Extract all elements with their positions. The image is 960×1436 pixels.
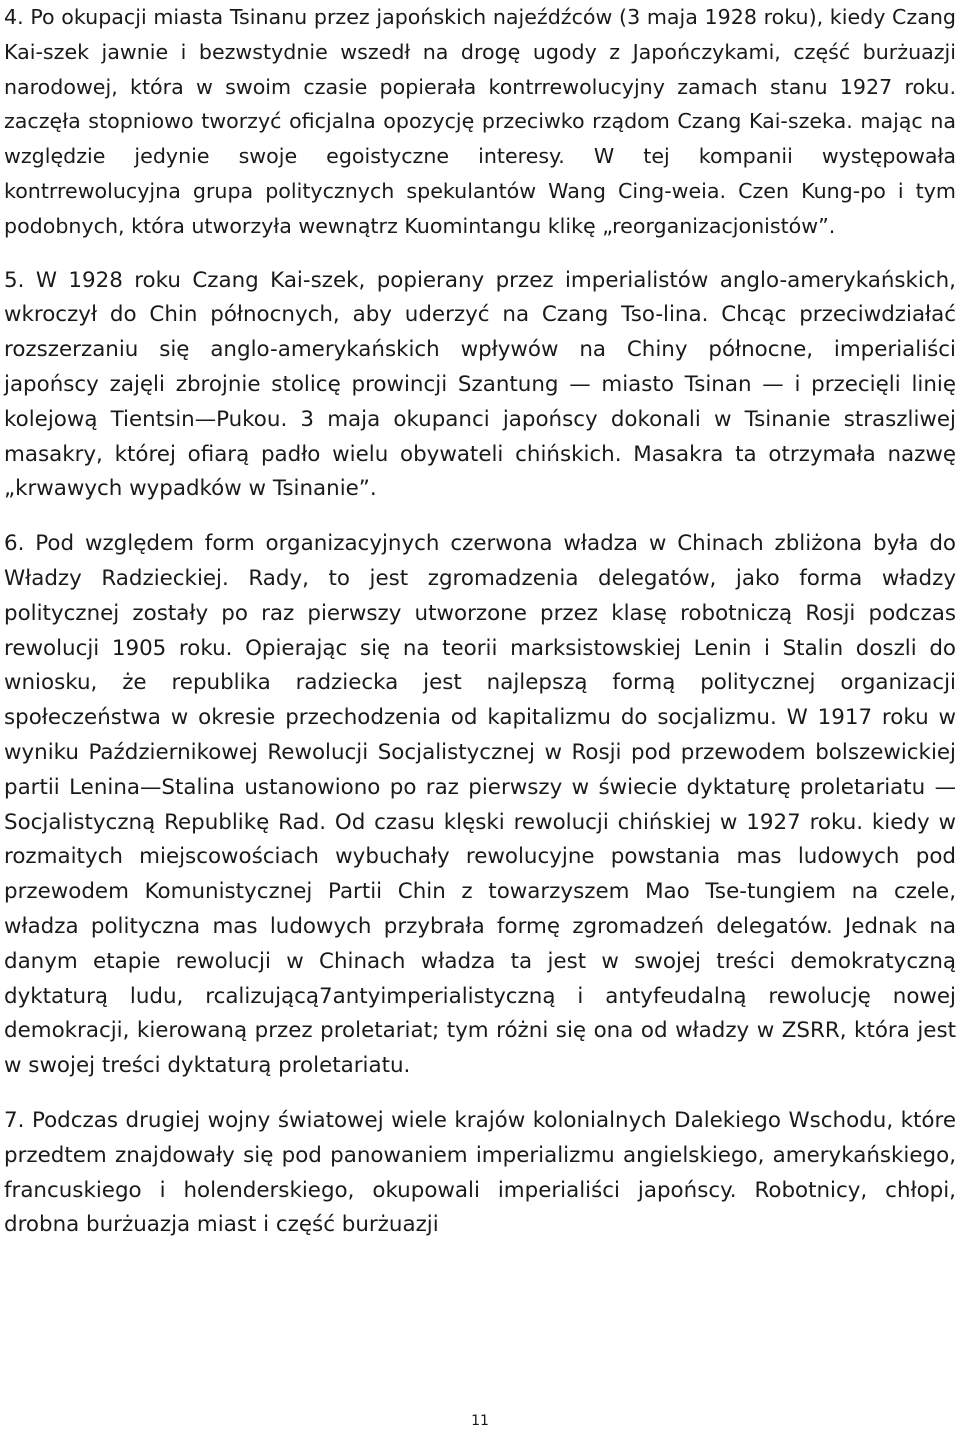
paragraph-7: 7. Podczas drugiej wojny światowej wiele krajów kolonialnych Dalekiego Wschodu, które przedtem znajdowały się pod panowaniem imperializmu angielskiego, amerykańskiego, francuskiego i holenderskiego, okupowali imperialiści japońscy. Robotnicy, chłopi, drobna burżuazja miast i część burżuazji [4, 1107, 956, 1238]
paragraph-6: 6. Pod względem form organizacyjnych czerwona władza w Chinach zbliżona była do Władzy Radzieckiej. Rady, to jest zgromadzenia delegatów, jako forma władzy politycznej zostały po raz pierwszy utworzone przez klasę robotniczą Rosji podczas rewolucji 1905 roku. Opierając się na teorii marksistowskiej Lenin i Stalin doszli do wniosku, że republika radziecka jest najlepszą formą politycznej organizacji społeczeństwa w okresie przechodzenia od kapitalizmu do socjalizmu. W 1917 roku w wyniku Październikowej Rewolucji Socjalistycznej w Rosji pod przewodem bolszewickiej partii Lenina—Stalina ustanowiono po raz pierwszy w świecie dyktaturę proletariatu — Socjalistyczną Republikę Rad. Od czasu klęski rewolucji chińskiej w 1927 roku. kiedy w rozmaitych miejscowościach wybuchały rewolucyjne powstania mas ludowych pod przewodem Komunistycznej Partii Chin z towarzyszem Mao Tse-tungiem na czele, władza polityczna mas ludowych przybrała formę zgromadzeń delegatów. Jednak na danym etapie rewolucji w Chinach władza ta jest w swojej treści demokratyczną dyktaturą ludu, rcalizującą7antyimperialistyczną i antyfeudalną rewolucję nowej demokracji, kierowaną przez proletariat; tym różni się ona od władzy w ZSRR, która jest w swojej treści dyktaturą proletariatu. [4, 531, 956, 1079]
paragraph-5: 5. W 1928 roku Czang Kai-szek, popierany przez imperialistów anglo-amerykańskich, wkroczył do Chin północnych, aby uderzyć na Czang Tso-lina. Chcąc przeciwdziałać rozszerzaniu się anglo-amerykańskich wpływów na Chiny północne, imperialiści japońscy zajęli zbrojnie stolicę prowincji Szantung — miasto Tsinan — i przecięli linię kolejową Tientsin—Pukou. 3 maja okupanci japońscy dokonali w Tsinanie straszliwej masakry, której ofiarą padło wielu obywateli chińskich. Masakra ta otrzymała nazwę „krwawych wypadków w Tsinanie”. [4, 267, 956, 502]
paragraph-4: 4. Po okupacji miasta Tsinanu przez japońskich najeźdźców (3 maja 1928 roku), kiedy Czang Kai-szek jawnie i bezwstydnie wszedł na drogę ugody z Japończykami, część burżuazji narodowej, która w swoim czasie popierała kontrrewolucyjny zamach stanu 1927 roku. zaczęła stopniowo tworzyć oficjalna opozycję przeciwko rządom Czang Kai-szeka. mając na względzie jedynie swoje egoistyczne interesy. W tej kompanii występowała kontrrewolucyjna grupa politycznych spekulantów Wang Cing-weia. Czen Kung-po i tym podobnych, która utworzyła wewnątrz Kuomintangu klikę „reorganizacjonistów”. [4, 5, 956, 238]
page-number: 11 [471, 1413, 489, 1429]
document-page [4, 0, 956, 1243]
